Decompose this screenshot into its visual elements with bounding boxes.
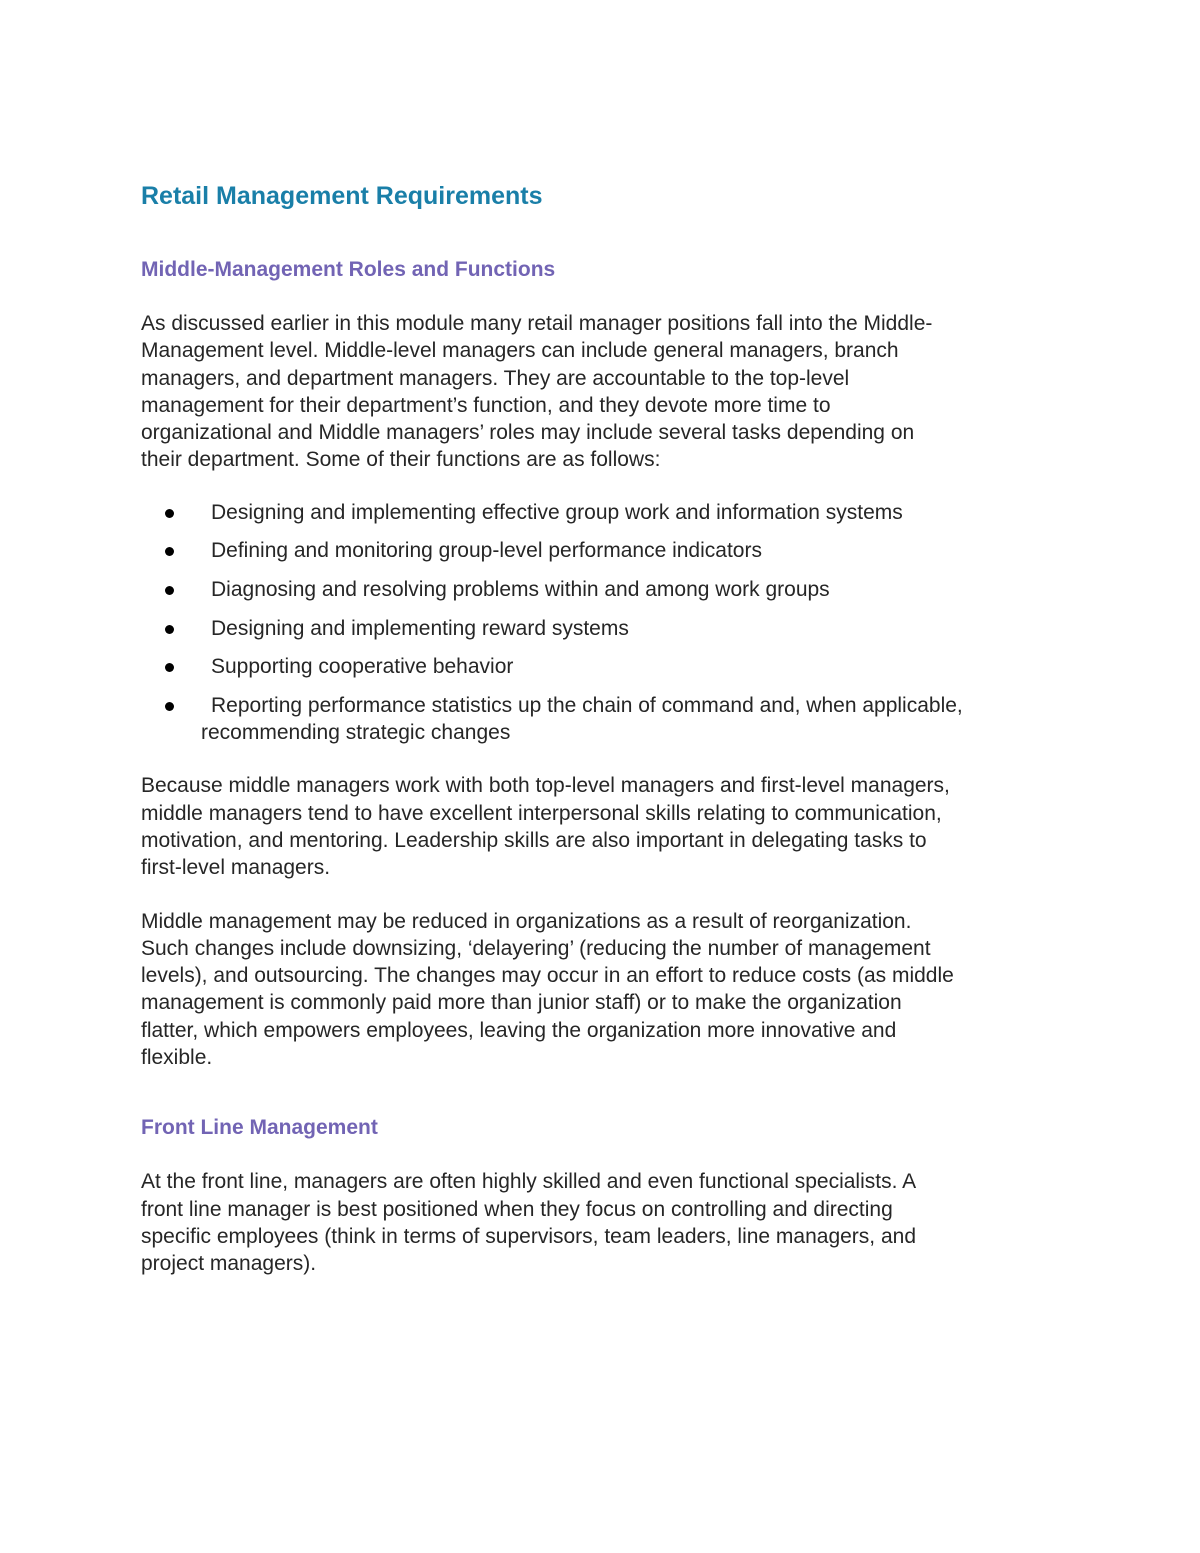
list-item-text: Defining and monitoring group-level performance indicators (211, 539, 762, 563)
interpersonal-skills-paragraph (141, 772, 1061, 881)
paragraph-line: managers, and department managers. They are accountable to the top-level (141, 366, 850, 390)
paragraph-line: middle managers tend to have excellent interpersonal skills relating to communication, (141, 801, 942, 825)
paragraph-line: management is commonly paid more than junior staff) or to make the organization (141, 991, 902, 1015)
paragraph-line: As discussed earlier in this module many retail manager positions fall into the Middle- (141, 312, 933, 335)
list-item-text: Diagnosing and resolving problems within and among work groups (211, 577, 830, 601)
list-item-text: Supporting cooperative behavior (211, 655, 514, 679)
list-item (141, 576, 1061, 603)
list-item (141, 499, 1061, 526)
paragraph-line: motivation, and mentoring. Leadership skills are also important in delegating tasks to (141, 828, 927, 852)
paragraph-line: flexible. (141, 1046, 213, 1070)
paragraph-line: first-level managers. (141, 856, 331, 880)
bullet-icon (165, 509, 174, 518)
list-item (141, 537, 1061, 564)
list-item (141, 615, 1061, 642)
paragraph-line: organizational and Middle managers’ roles may include several tasks depending on (141, 421, 915, 445)
front-line-paragraph (141, 1168, 1061, 1277)
reorganization-paragraph (141, 908, 1061, 1072)
list-item-text: Reporting performance statistics up the chain of command and, when applicable, recommending strategic changes (201, 693, 963, 745)
paragraph-line: At the front line, managers are often highly skilled and even functional specialists. A (141, 1170, 917, 1194)
functions-list (141, 499, 1061, 747)
paragraph-line: levels), and outsourcing. The changes may occur in an effort to reduce costs (as middle (141, 964, 954, 988)
section-heading-middle-management: Middle-Management Roles and Functions (141, 258, 556, 281)
document-body (141, 178, 1061, 1278)
document-title: Retail Management Requirements (141, 182, 543, 210)
section-heading-front-line: Front Line Management (141, 1116, 378, 1140)
bullet-icon (165, 547, 174, 556)
list-item (141, 653, 1061, 680)
paragraph-line: their department. Some of their functions are as follows: (141, 448, 661, 472)
bullet-icon (165, 625, 174, 634)
paragraph-line: specific employees (think in terms of supervisors, team leaders, line managers, and (141, 1224, 917, 1248)
bullet-icon (165, 586, 174, 595)
paragraph-line: Management level. Middle-level managers can include general managers, branch (141, 339, 899, 363)
list-item (141, 692, 1061, 747)
list-item-text: Designing and implementing reward systems (211, 616, 629, 640)
list-item-text: Designing and implementing effective group work and information systems (211, 500, 903, 524)
bullet-icon (165, 663, 174, 672)
paragraph-line: Because middle managers work with both top-level managers and first-level managers, (141, 774, 950, 798)
paragraph-line: front line manager is best positioned when they focus on controlling and directing (141, 1197, 893, 1221)
intro-paragraph (141, 310, 1061, 474)
paragraph-line: Middle management may be reduced in organizations as a result of reorganization. (141, 909, 912, 933)
paragraph-line: Such changes include downsizing, ‘delayering’ (reducing the number of management (141, 936, 931, 960)
paragraph-line: management for their department’s function, and they devote more time to (141, 393, 831, 417)
paragraph-line: project managers). (141, 1252, 317, 1276)
paragraph-line: flatter, which empowers employees, leaving the organization more innovative and (141, 1018, 897, 1042)
bullet-icon (165, 702, 174, 711)
